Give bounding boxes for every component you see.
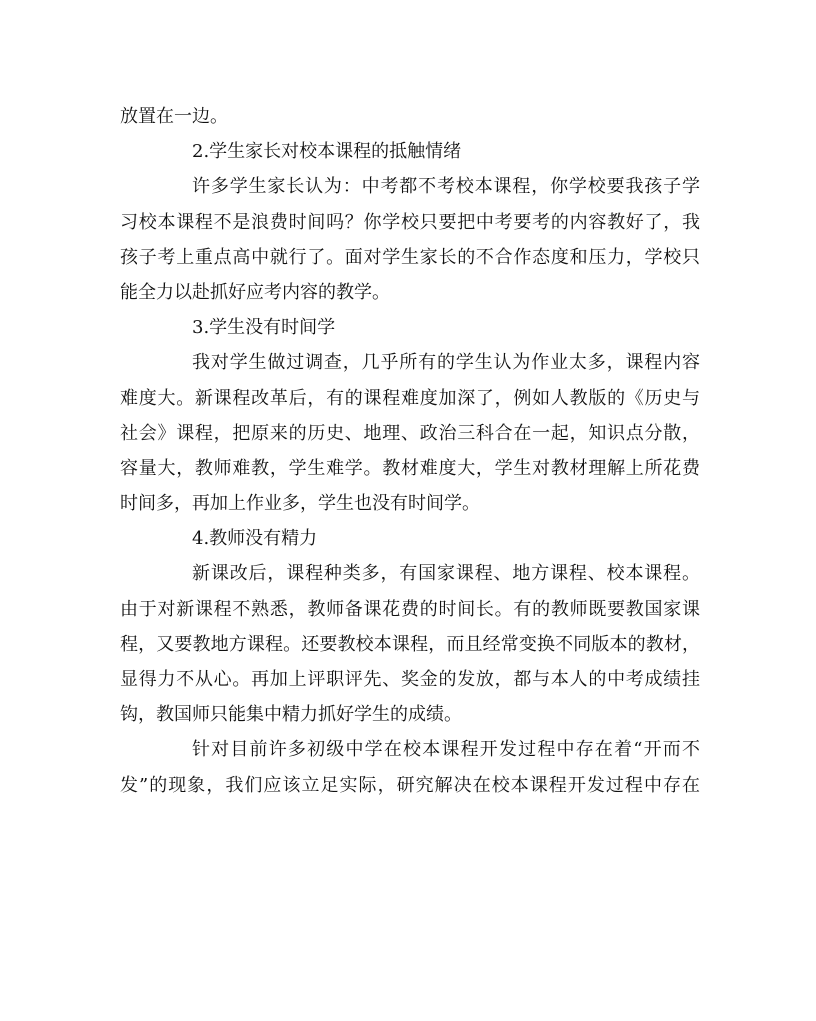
text-line: 针对目前许多初级中学在校本课程开发过程中存在着“开而不 — [192, 739, 700, 761]
text-line: 习校本课程不是浪费时间吗？你学校只要把中考要考的内容教好了，我 — [120, 211, 700, 233]
text-line: 时间多，再加上作业多，学生也没有时间学。 — [120, 493, 480, 515]
text-line: 容量大，教师难教，学生难学。教材难度大，学生对教材理解上所花费 — [120, 457, 700, 479]
paragraph-teachers — [120, 556, 700, 732]
text-line: 能全力以赴抓好应考内容的教学。 — [120, 281, 390, 303]
text-line: 发”的现象，我们应该立足实际，研究解决在校本课程开发过程中存在 — [120, 774, 700, 796]
section-heading: 4.教师没有精力 — [192, 528, 318, 550]
paragraph-conclusion — [120, 732, 700, 802]
heading-4 — [120, 521, 700, 556]
document-body — [120, 99, 700, 803]
heading-2 — [120, 134, 700, 169]
paragraph-1-end — [120, 99, 700, 134]
text-line: 我对学生做过调查，几乎所有的学生认为作业太多，课程内容 — [192, 352, 700, 374]
text-line: 钩，教国师只能集中精力抓好学生的成绩。 — [120, 704, 462, 726]
text-line: 放置在一边。 — [120, 106, 228, 127]
heading-3 — [120, 310, 700, 345]
text-line: 许多学生家长认为：中考都不考校本课程，你学校要我孩子学 — [192, 176, 700, 198]
text-line: 显得力不从心。再加上评职评先、奖金的发放，都与本人的中考成绩挂 — [120, 669, 700, 690]
text-line: 社会》课程，把原来的历史、地理、政治三科合在一起，知识点分散， — [120, 422, 700, 444]
text-line: 孩子考上重点高中就行了。面对学生家长的不合作态度和压力，学校只 — [120, 246, 700, 268]
text-line: 新课改后，课程种类多，有国家课程、地方课程、校本课程。 — [192, 563, 700, 585]
text-line: 难度大。新课程改革后，有的课程难度加深了，例如人教版的《历史与 — [120, 387, 700, 409]
paragraph-students — [120, 345, 700, 521]
section-heading: 3.学生没有时间学 — [192, 317, 336, 339]
text-line: 由于对新课程不熟悉，教师备课花费的时间长。有的教师既要教国家课 — [120, 598, 700, 620]
section-heading: 2.学生家长对校本课程的抵触情绪 — [192, 141, 462, 163]
paragraph-parents — [120, 169, 700, 310]
text-line: 程，又要教地方课程。还要教校本课程，而且经常变换不同版本的教材， — [120, 633, 700, 655]
